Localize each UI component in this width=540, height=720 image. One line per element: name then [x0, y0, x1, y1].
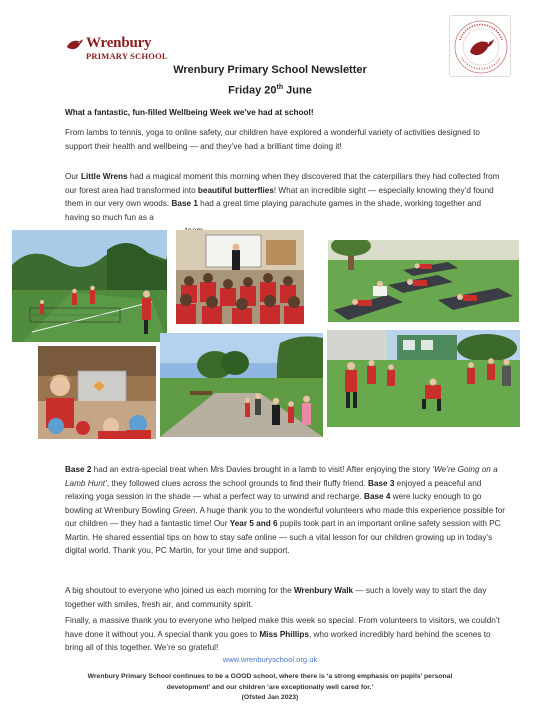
- lead-heading: What a fantastic, fun-filled Wellbeing Week we’ve had at school!: [65, 108, 314, 117]
- footer-line-1: Wrenbury Primary School continues to be a GOOD school, where there is ‘a strong emphasis on pupils’ personal: [87, 673, 453, 680]
- bases-paragraph: Base 2 had an extra-special treat when Mrs Davies brought in a lamb to visit! After enjoying the story ‘We’re Going on a Lamb Hunt’, they followed clues across the school grounds to find their fluffy friend. Base 3 enjoyed a peaceful and relaxing yoga session in the shade — what a perfect way to unwind and recharge. Base 4 were lucky enough to go bowling at Wrenbury Bowling Green. A huge thank you to the wonderful volunteers who made this experience possible for our children — they had a fantastic time! Our Year 5 and 6 pupils took part in an important online safety session with PC Martin. He shared essential tips on how to stay safe online — such a vital lesson for our children growing up in today’s digital world. Thank you, PC Martin, for your time and support.: [65, 465, 505, 555]
- logo-name: Wrenbury: [86, 35, 152, 51]
- footer-line-3: (Ofsted Jan 2023): [241, 694, 299, 701]
- school-logo: [66, 36, 168, 61]
- wrenbury-walk-photo: [160, 333, 323, 437]
- tennis-photo: [12, 230, 167, 342]
- ofsted-footer: [50, 672, 490, 704]
- yoga-photo: [328, 240, 519, 322]
- thank-you-paragraph: Finally, a massive thank you to everyone who helped make this week so special. From volunteers to visitors, we couldn’t have done it without you. A special thank you goes to Miss Phillips, who worked incredibly hard behind the scenes to bring all of this together. We’re so grateful!: [65, 616, 500, 652]
- wren-bird-icon: [66, 38, 84, 52]
- footer-line-2: development’ and our children ‘are exceptionally well cared for.’: [166, 683, 374, 691]
- logo-subtitle: PRIMARY SCHOOL: [86, 51, 168, 61]
- intro-paragraph: From lambs to tennis, yoga to online safety, our children have explored a wonderful variety of activities designed to support their health and wellbeing — and they’ve had a brilliant time doing it!: [65, 128, 480, 151]
- wrenbury-walk-paragraph: A big shoutout to everyone who joined us each morning for the Wrenbury Walk — such a lovely way to start the day together with smiles, fresh air, and community spirit.: [65, 586, 487, 609]
- school-website-link[interactable]: www.wrenburyschool.org.uk: [222, 655, 318, 664]
- butterflies-photo: [38, 346, 156, 439]
- bowling-photo: [327, 330, 520, 427]
- newsletter-title: Wrenbury Primary School Newsletter: [173, 64, 367, 76]
- little-wrens-paragraph: Our Little Wrens had a magical moment this morning when they discovered that the caterpillars they had collected from our forest area had transformed into beautiful butterflies! What an incredible sight — especially knowing they’d found them in our very own woods. Base 1 had a great time playing parachute games in the shade, working together and having so much fun as a: [65, 172, 500, 222]
- online-safety-photo: [176, 230, 304, 324]
- newsletter-date: Friday 20th June: [228, 84, 312, 97]
